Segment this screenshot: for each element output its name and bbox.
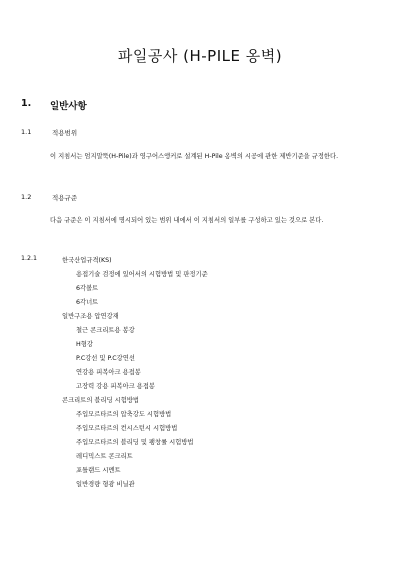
list-item: 주입모르타르의 컨시스턴시 시험방법	[76, 425, 178, 432]
section-1-2-number: 1.2	[21, 193, 32, 201]
section-1-2-title: 적용규준	[52, 194, 78, 202]
list-item: 6각너트	[76, 299, 99, 306]
section-1-2-paragraph: 다음 규준은 이 지침서에 명시되어 있는 범위 내에서 이 지침서의 일부를 구성하고 있는 것으로 본다.	[50, 217, 324, 224]
section-1-number: 1.	[21, 98, 32, 109]
list-item: 포틀랜드 시멘트	[76, 467, 121, 474]
list-item: 용접기술 검정에 있어서의 시험방법 및 판정기준	[76, 271, 208, 278]
section-1-title: 일반사항	[50, 101, 87, 112]
section-1-1-number: 1.1	[21, 128, 32, 136]
section-1-1-paragraph: 이 지침서는 엄지말뚝(H-Pile)과 영구어스앵커로 설계된 H-Pile 옹벽의 시공에 관한 제반기준을 규정한다.	[50, 153, 339, 160]
list-item: H형강	[76, 341, 93, 348]
list-item: 연강용 피복아크 용접봉	[76, 369, 141, 376]
list-item: 6각볼트	[76, 285, 99, 292]
document-title: 파일공사 (H-PILE 옹벽)	[117, 47, 283, 65]
section-1-2-1-number: 1.2.1	[21, 255, 38, 262]
section-1-1-title: 적용범위	[52, 129, 78, 137]
list-item: 일반구조용 압연강재	[62, 313, 119, 320]
list-item: P.C강선 및 P.C강연선	[76, 355, 135, 362]
list-item: 주입모르타르의 압축강도 시험방법	[76, 411, 172, 418]
list-item: 주입모르타르의 블리딩 및 팽창률 시험방법	[76, 439, 194, 446]
list-item: 철근 콘크리트용 봉강	[76, 327, 135, 334]
list-item: 콘크리트의 블리딩 시험방법	[62, 397, 139, 404]
list-item: 레디믹스트 콘크리트	[76, 453, 133, 460]
list-item: 일반경량 형광 비닐관	[76, 481, 135, 488]
list-item: 고장력 강용 피복아크 용접봉	[76, 383, 155, 390]
section-1-2-1-title: 한국산업규격(KS)	[62, 257, 112, 264]
